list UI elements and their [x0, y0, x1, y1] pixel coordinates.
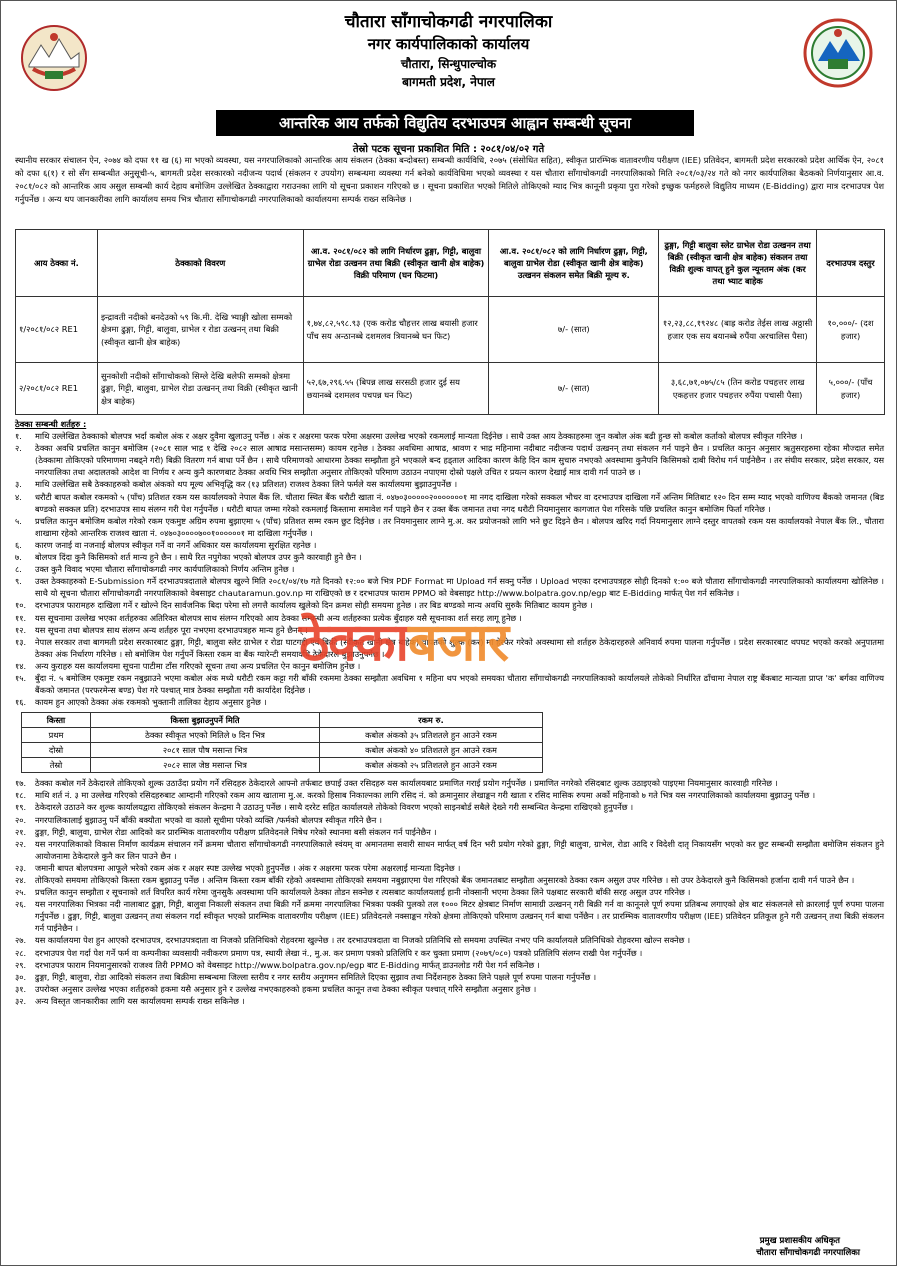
signature-block: [756, 1235, 860, 1259]
term-item: [15, 862, 884, 874]
term-item: [15, 442, 884, 478]
term-number: ३.: [15, 479, 22, 490]
header-minimum-amount: ढुङ्गा, गिट्टी बालुवा स्लेट ग्राभेल रोडा उत्खनन तथा बिक्री (स्वीकृत खानी क्षेत्र बाहेक) संकलन तथा विक्री शुल्क वापत् हुने कुल न्यूनतम अंक (कर तथा भ्याट बाहेक: [659, 230, 817, 297]
signatory-office: चौतारा साँगाचोकगढी नगरपालिका: [756, 1248, 860, 1258]
term-text: ढुङ्गा, गिट्टी, बालुवा, रोडा आदिको संकलन तथा बिक्रीमा सम्बन्धमा जिल्ला स्तरीय र नगर स्तरीय अनुगमन समितिले दिएका सुझाव तथा निर्देशनहरु ठेक्का लिने पक्षले पूर्ण रुपमा पालना गर्नुपर्नेछ ।: [35, 971, 597, 982]
term-text: यस कार्यालयमा पेश हुन आएको दरभाउपत्र, दरभाउपत्रदाता वा निजको प्रतिनिधिको रोहवरमा खुल्नेछ । तर दरभाउपत्रदाता वा निजको प्रतिनिधि सो समयमा उपस्थित नभए पनि कार्यालयले प्रतिनिधिको रोहवरमा खोल्न सक्नेछ ।: [35, 935, 691, 946]
term-text: धरौटी बापत कबोल रकमको ५ (पाँच) प्रतिशत रकम यस कार्यालयको नेपाल बैंक लि. चौतारा स्थित बैंक धरौटी खाता नं. ०४७०३०००००२०००००००१ मा नगद दाखिला गरेको सक्कल भौचर वा दरभाउपत्र दाखिला गर्ने अन्तिम मितिबाट १२० दिन सम्म म्याद भएको वाणिज्य बैंकको जमानत (बिड बण्डको सक्कल प्रति) दरभाउपत्र साथ संलग्न गरी पेश गर्नुपर्नेछ । धरौटी बापत जम्मा गरेको रकमलाई किस्तामा समावेश गर्न पाइने छैन र उक्त बैंक जमानत तथा नगद धरौटी नियमानुसार कागजात पेश गरिसके पछि प्रचलित कानुन बमोजिम फिर्ता गरिनेछ ।: [35, 491, 884, 514]
contract-description: सुनकोशी नदीको साँगाचोकको सिम्ले देखि बलेफी सम्मको क्षेत्रमा ढुङ्गा, गिट्टी, बालुवा, ग्राभेल रोडा उत्खनन् तथा विक्री (स्वीकृत खानी क्षेत्र बाहेक): [97, 363, 303, 415]
watermark-part2: बजार: [407, 613, 508, 673]
term-item: [15, 959, 884, 971]
installment-due: २०८२ साल जेष्ठ मसान्त भित्र: [91, 758, 320, 773]
signatory-role: प्रमुख प्रशासकीय अधिकृत: [759, 1236, 840, 1246]
letterhead: [1, 11, 896, 91]
term-number: ८.: [15, 564, 22, 575]
contract-table: [15, 229, 885, 415]
term-number: २९.: [15, 959, 27, 970]
term-item: [15, 874, 884, 886]
term-text: नेपाल सरकार तथा बागमती प्रदेश सरकारबाट ढुङ्गा, गिट्टी, बालुवा स्लेट ग्राभेल र रोडा घाटगद्दी एवं बिक्री (स्वीकृत खानी क्षेत्र बाहेक) वापतको शुल्क (कर) मा हेरफेर गरेको अवस्थामा सो शर्तहरु ठेकेदारहरुले अनिवार्य रुपमा पालना गर्नुपर्नेछ । प्रदेश सरकारबाट थपघट भएको करको अनुपातमा ठेक्का अंक निर्धारण गरिनेछ । सो बमोजिम पेश गर्नुपर्ने किस्ता रकम वा बैंक ग्यारेन्टी समयावधि ठेकेदारले बुझाउनुपर्नेछ ।: [35, 636, 884, 659]
term-text: माथि शर्त नं. ३ मा उल्लेख गरिएको रसिदहरुबाट आम्दानी गरिएको रकम आय खातामा मु.अ. करको हिसाब निकाल्नका लागि रसिद नं. को क्रमानुसार लेखाङ्कन गरी खाता र रसिद मासिक रुपमा अर्को महिनाको ७ गते भित्र यस नगरपालिकाको कार्यालयमा बुझाउनु पर्नेछ ।: [35, 790, 816, 801]
office-location: चौतारा, सिन्धुपाल्चोक: [400, 57, 497, 71]
term-number: ३१.: [15, 983, 27, 994]
term-number: ५.: [15, 515, 22, 526]
term-item: [15, 995, 884, 1007]
term-text: बुँदा नं. ५ बमोजिम एकमुष्ट रकम नबुझाउने भएमा कबोल अंक मध्ये धरौटी रकम कट्टा गरी बाँकी रकममा ठेक्का सम्झौता अवधिमा १ महिना थप भएको समयका चौतारा साँगाचोकगढी नगरपालिकाको कार्यालयले तोकेको निर्धारित ढाँचामा नेपाल राष्ट्र बैंकबाट मान्यता प्राप्त 'क' बर्गका वाणिज्य बैंकको जमानत (परफरमेन्स बण्ड) पेश गरे पश्चात् मात्र ठेक्का सम्झौता गरी कार्यादेश दिईनेछ ।: [35, 672, 884, 696]
term-number: ३२.: [15, 995, 27, 1006]
term-item: [15, 826, 884, 838]
term-number: १३.: [15, 636, 27, 647]
term-number: १८.: [15, 790, 27, 801]
term-item: [15, 563, 884, 575]
term-item: [15, 971, 884, 983]
header-due-date: किस्ता बुझाउनुपर्ने मिति: [91, 713, 320, 728]
term-number: २३.: [15, 862, 27, 873]
term-number: १४.: [15, 660, 27, 671]
contract-minimum-amount: १२,२३,८८,१९२४८ (बाह्र करोड तेईस लाख अठ्ठासी हजार एक सय बयानब्बे रुपैंया अरचालिस पैसा): [659, 297, 817, 363]
installment-header: [22, 713, 543, 728]
header-description: ठेक्काको विवरण: [97, 230, 303, 297]
contract-no: २/२०८१/०८२ RE1: [16, 363, 98, 415]
term-text: दरभाउपत्र फारामहरु दाखिला गर्ने र खोल्ने दिन सार्वजनिक बिदा परेमा सो लगत्तै कार्यालय खुलेको दिन क्रमश सोही समयमा हुनेछ । तर बिड बण्डको मान्य अवधि सुरुकै मितिबाट कायम हुनेछ ।: [35, 600, 593, 611]
term-item: [15, 886, 884, 898]
term-number: २४.: [15, 875, 27, 885]
term-number: १६.: [15, 697, 27, 708]
header-amount: रकम रु.: [320, 713, 543, 728]
term-item: [15, 575, 884, 599]
term-text: माथि उल्लेखित ठेक्काको बोलपत्र भर्दा कबोल अंक र अक्षर दुवैमा खुलाउनु पर्नेछ । अंक र अक्षरमा फरक परेमा अक्षरमा उल्लेख भएको रकमलाई मान्यता दिईनेछ । साथै उक्त आय ठेक्काहरुमा जुन कबोल अंक बढी हुन्छ सो कबोल कर्ताको बोलपत्र स्वीकृत गरिनेछ ।: [35, 431, 803, 442]
term-item: [15, 777, 884, 789]
publication-date: तेस्रो पटक सूचना प्रकाशित मिति : २०८१/०४/०२ गते: [352, 144, 545, 155]
term-number: १५.: [15, 672, 27, 683]
installment-amount: कबोल अंकको २५ प्रतिशतले हुन आउने रकम: [320, 758, 543, 773]
term-item: [15, 898, 884, 934]
term-number: ६.: [15, 539, 22, 550]
table-row: [16, 363, 885, 415]
term-text: नगरपालिकालाई बुझाउनु पर्ने बाँकी बक्यौता भएको वा कालो सूचीमा परेको व्यक्ति /फर्मको बोलपत्र स्वीकृत गरिने छैन ।: [35, 814, 382, 825]
term-text: बोलपत्र दिंदा कुनै किसिमको शर्त मान्य हुने छैन । साथै रित नपुगेका भएको बोलपत्र उपर कुनै कारवाही हुने छैन ।: [35, 552, 362, 563]
term-text: दरभाउपत्र पेश गर्दा पेश गर्ने फर्म वा कम्पनीका व्यवसायी नवीकरण प्रमाण पत्र, स्थायी लेखा नं., मु.अ. कर प्रमाण पत्रको प्रतिलिपि र कर चुक्ता प्रमाण (२०७९/०८०) पत्रको प्रतिलिपि संलग्न राखी पेश गर्नुपर्नेछ ।: [35, 947, 643, 958]
installment-name: प्रथम: [22, 728, 91, 743]
term-text: उक्त ठेक्काहरुको E-Submission गर्ने दरभाउपत्रदाताले बोलपत्र खुल्ने मिति २०८१/०४/१७ गते दिनको १२:०० बजे भित्र PDF Format मा Upload गर्न सक्नु पर्नेछ । Upload भएका दरभाउपत्रहरु सोही दिनको १:०० बजे चौतारा साँगाचोकगढी नगरपालिकाको कार्यालयमा खोलिनेछ । साथै यो सूचना चौतारा साँगाचोकगढी नगरपालिकाको वेबसाइट chautaramun.gov.np मा राखिएको छ र दरभाउपत्र फाराम PPMO को वेबसाइट http://www.bolpatra.gov.np/egp बाट E-Bidding मार्फत् पेश गर्न सकिनेछ ।: [35, 576, 884, 599]
term-item: [15, 551, 884, 563]
term-item: [15, 934, 884, 946]
table-row: [16, 297, 885, 363]
term-number: २१.: [15, 826, 27, 837]
term-number: २२.: [15, 838, 27, 849]
term-item: [15, 789, 884, 801]
term-text: उक्त कुनै विवाद भएमा चौतारा साँगाचोकगढी नगर कार्यपालिकाको निर्णय अन्तिम हुनेछ ।: [35, 564, 295, 575]
municipality-name: चौतारा साँगाचोकगढी नगरपालिका: [344, 12, 553, 32]
term-number: १०.: [15, 600, 27, 611]
watermark-part1: ठेक्का: [299, 613, 408, 673]
term-item: [15, 515, 884, 539]
term-number: ७.: [15, 552, 22, 563]
term-item: [15, 983, 884, 995]
term-text: ठेकेदारले उठाउने कर शुल्क कार्यालयद्वारा तोकिएको संकलन केन्द्रमा नै उठाउनु पर्नेछ । साथै दररेट सहित कार्यालयले तोकेको विवरण भएको साइनबोर्ड सबैले देख्ने गरी सम्बन्धित केन्द्रमा राखिएको हुनुपर्नेछ ।: [35, 802, 634, 813]
term-number: २५.: [15, 887, 27, 898]
terms-title: ठेक्का सम्बन्धी शर्तहरु :: [15, 419, 87, 429]
watermark-logo: [299, 605, 508, 676]
contract-quantity: १,७४,८२,५९८.९३ (एक करोड चौहत्तर लाख बयासी हजार पाँच सय अन्ठानब्बे दशमलव त्रियानब्बे घन फिट): [303, 297, 489, 363]
installment-name: दोस्रो: [22, 743, 91, 758]
header-contract-no: आय ठेक्का नं.: [16, 230, 98, 297]
term-number: २.: [15, 443, 22, 454]
term-text: यस सूचना तथा बोलपत्र साथ संलग्न अन्य शर्तहरु पूरा नभएमा दरभाउपत्रहरु मान्य हुने छैनन् ।: [35, 624, 308, 635]
term-text: ढुङ्गा, गिट्टी, बालुवा, ग्राभेल रोडा आदिको कर प्रारम्भिक वातावरणीय परीक्षण प्रतिवेदनले निषेध गरेको स्थानमा बसी संकलन गर्न पाईनेछैन ।: [35, 826, 437, 837]
installment-table: [21, 712, 543, 773]
term-text: माथि उल्लेखित सबै ठेक्काहरुको कबोल अंकको थप मूल्य अभिवृद्धि कर (१३ प्रतिशत) राजश्व ठेक्का लिने फर्मले यस कार्यालयमा बुझाउनुपर्नेछ ।: [35, 479, 458, 490]
term-text: यस सूचनामा उल्लेख भएका शर्तहरुका अतिरिक्त बोलपत्र साथ संलग्न गरिएको आय ठेक्का सम्बन्धी अन्य शर्तहरुका प्रत्येक बुँदाहरु यसै सूचनाका शर्त सरह लागू हुनेछ ।: [35, 612, 522, 623]
header-installment: किस्ता: [22, 713, 91, 728]
contract-bid-fee: १०,०००/- (दश हजार): [817, 297, 885, 363]
term-number: १७.: [15, 778, 27, 789]
table-row: [22, 743, 543, 758]
header-quantity: आ.व. २०८१/०८२ को लागि निर्धारण ढुङ्गा, गिट्टी, बालुवा ग्राभेल रोडा उत्खनन तथा बिक्री (स्वीकृत खानी क्षेत्र बाहेक) विक्री परिमाण (घन फिटमा): [303, 230, 489, 297]
term-text: प्रचलित कानुन बमोजिम कबोल गरेको रकम एकमुष्ट अग्रिम रुपमा बुझाएमा ५ (पाँच) प्रतिशत सम्म रकम छुट दिईनेछ । तर नियमानुसार लाग्ने मु.अ. कर प्रयोजनको लागि भने छुट दिइने छैन । बोलपत्र खरिद गर्दा नियमानुसार लाग्ने दस्तुर वापतको रकम यस कार्यालयको नेपाल बैंक लि., चौतारा शाखामा रहेको आन्तरिक राजश्व खाता नं. ०४७०३००००७००१००००००१ मा दाखिला गर्नुपर्नेछ ।: [35, 515, 884, 538]
term-number: ९.: [15, 576, 22, 587]
term-number: १.: [15, 431, 22, 442]
term-text: अन्य विस्तृत जानकारीका लागि यस कार्यालयमा सम्पर्क राख्न सकिनेछ ।: [35, 995, 245, 1006]
terms-list-continued: [15, 777, 884, 1007]
contract-quantity: ५२,६७,२९६.५५ (बिपन्न लाख सरसठी हजार दुई सय छयानब्बे दशमलव पचपन्न घन फिट): [303, 363, 489, 415]
installment-amount: कबोल अंकको ३५ प्रतिशतले हुन आउने रकम: [320, 728, 543, 743]
terms-section: [15, 418, 884, 1007]
term-text: उपरोक्त अनुसार उल्लेख भएका शर्तहरुको हकमा यसै अनुसार हुने र उल्लेख नभएकाहरुको हकमा प्रचलित कानून तथा ठेक्का स्वीकृत पश्चात् गरिने सम्झौता अनुसार हुनेछ ।: [35, 983, 537, 994]
term-text: तोकिएको समयमा तोकिएको किस्ता रकम बुझाउनु पर्नेछ । अन्तिम किस्ता रकम बाँकी रहेको अवस्थामा तोकिएको समयमा नबुझाएमा पेश गरिएको बैंक जमानतबाट सम्झौता अनुसारको ठेक्का रकम असुल उपर गरिनेछ । सो उपर ठेकेदारले कुनै किसिमको हर्जाना दावी गर्न पाउने छैन ।: [35, 875, 855, 885]
contract-description: इन्द्रावती नदीको बनदेउको ५९ कि.मी. देखि भ्याङ्गी खोला सम्मको क्षेत्रमा ढुङ्गा, गिट्टी, बालुवा, ग्राभेल र रोडा उत्खनन् तथा बिक्री (स्वीकृत खानी क्षेत्र बाहेक): [97, 297, 303, 363]
term-item: [15, 478, 884, 490]
term-item: [15, 947, 884, 959]
term-text: जमानी बापत बोलपत्रमा आफूले भरेको रकम अंक र अक्षर स्पष्ट उल्लेख भएको हुनुपर्नेछ । अंक र अक्षरमा फरक परेमा अक्षरलाई मान्यता दिइनेछ ।: [35, 862, 461, 873]
contract-price: ७/- (सात): [489, 363, 659, 415]
installment-name: तेस्रो: [22, 758, 91, 773]
term-number: २६.: [15, 899, 27, 910]
contract-table-header: [16, 230, 885, 297]
installment-due: २०८१ साल पौष मसान्त भित्र: [91, 743, 320, 758]
office-name: नगर कार्यपालिकाको कार्यालय: [367, 35, 530, 53]
notice-title: आन्तरिक आय तर्फको विद्युतिय दरभाउपत्र आह्वान सम्बन्धी सूचना: [216, 110, 694, 136]
contract-minimum-amount: ३,६८,७१,०७५/८५ (तिन करोड पचहत्तर लाख एकहत्तर हजार पचहत्तर रुपैंया पचासी पैसा): [659, 363, 817, 415]
contract-price: ७/- (सात): [489, 297, 659, 363]
header-bid-fee: दरभाउपत्र दस्तुर: [817, 230, 885, 297]
contract-no: १/२०८१/०८२ RE1: [16, 297, 98, 363]
contract-bid-fee: ५,०००/- (पाँच हजार): [817, 363, 885, 415]
term-text: यस नगरपालिकाको विकास निर्माण कार्यक्रम संचालन गर्ने क्रममा चौतारा साँगाचोकगढी नगरपालिकाले स्वंयम् वा अमानतमा सवारी साधन मार्फत् वर्ष दिन भरी प्रयोग गरेको ढुङ्गा, गिट्टी बालुवा, ग्राभेल, रोडा आदि र विदेशी दातृ निकायसँग भएको कर छुट सम्बन्धी सम्झौता बमोजिम संकलन हुने आयोजनामा ठेकेदारले कुनै कर लिन पाउने छैन ।: [35, 838, 884, 861]
intro-paragraph: स्थानीय सरकार संचालन ऐन, २०७४ को दफा ११ ख (६) मा भएको व्यवस्था, यस नगरपालिकाको आन्तरिक आय संकलन (ठेक्का बन्दोबस्त) सम्बन्धी कार्यविधि, २०७५ (संसोधित सहित), स्वीकृत प्रारम्भिक वातावरणीय परीक्षण (IEE) प्रतिवेदन, बागमती प्रदेश सरकारको प्रदेश आर्थिक ऐन, २०८१ को दफा ६(१) र सो सँग सम्बन्धीत अनुसूची-५, बागमती प्रदेश सरकारको नदीजन्य पदार्थ (संकलन र उपयोग) सम्बन्धमा व्यवस्था गर्न बनेको कार्यविधिमा भएको व्यवस्था र यस चौतारा साँगाचोकगढी नगरपालिकाको मिति २०८१/०३/२४ गते को नगर कार्यपालिका बैठकको निर्णयानुसार आ.व. २०८१/०८२ को आन्तरिक आय असुल सम्बन्धी कार्य देहाय बमोजिम उल्लेखित ठेक्काद्वारा गराउनका लागि यो सूचना प्रकाशन गरिएको छ । सूचना प्रकाशित भएको मितिले तोकिएको म्याद भित्र कानूनी प्रकृया पुरा गरेको इच्छुक फर्महरुले विद्युतिय माध्यम (E-Bidding) द्वारा मात्र दरभाउपत्र पेश गर्नुपर्नेछ । अन्य थप जानकारीका लागि कार्यालय समय भित्र चौतारा साँगाचोकगढी नगरपालिकाको कार्यालयमा सम्पर्क राख्न सकिनेछ ।: [15, 155, 884, 204]
table-row: [22, 728, 543, 743]
term-text: यस नगरपालिका भित्रका नदी नालाबाट ढुङ्गा, गिट्टी, बालुवा निकाली संकलन तथा बिक्री गर्ने क्रममा नगरपालिका भित्रका पक्की पुलको तल १००० मिटर क्षेत्रबाट निर्माण सामाग्री उत्खनन् गरी बिक्री गर्न वा कानूनले पूर्ण रुपमा प्रतिबन्ध लगाएको क्षेत्र बाट संकलनले सो क्रारलाई पूर्ण रुपमा पालना गर्नुपर्नेछ । ढुङ्गा, गिट्टी, बालुवा उत्खनन् तथा संकलन गर्दा स्वीकृत भएको प्रारम्भिक वातावरणीय परीक्षण (IEE) प्रतिवेदनले नक्साङ्कन गरेको क्षेत्रमा तोकिएको परिमाण उत्खनन् गर्न बाधा पर्नेछैन । तर प्रारम्भिक वातावरणीय परीक्षण (IEE) प्रतिवेदन प्रतिकूल हुने गरी उत्खनन् तथा बिक्री संकलन गर्न पाईनेछैन ।: [35, 899, 884, 934]
term-text: प्रचलित कानुन सम्झौता र सूचनाको शर्त विपरित कार्य गरेमा जुनसुकै अवस्थामा पनि कार्यालयले ठेक्का तोडन सक्नेछ र त्यसबाट कार्यालयलाई हानी नोक्सानी भएमा ठेक्का लिने पक्षबाट सरकारी बाँकी सरह असुल उपर गरिनेछ ।: [35, 887, 691, 898]
term-item: [15, 801, 884, 813]
term-text: ठेक्का कबोल गर्ने ठेकेदारले तोकिएको शुल्क उठाउँदा प्रयोग गर्ने रसिदहरु ठेकेदारले आफ्नो तर्फबाट छपाई उक्त रसिदहरु यस कार्यालयबाट प्रमाणित गराई प्रयोग गर्नुपर्नेछ । प्रमाणित नगरेको रसिदबाट शुल्क उठाइएको पाइएमा नियमानुसार कारवाही गरिनेछ ।: [35, 778, 778, 789]
term-item: [15, 491, 884, 515]
term-text: अन्य कुराहरु यस कार्यालयमा सूचना पाटीमा टाँस गरिएको सूचना तथा अन्य प्रचलित ऐन कानुन बमोजिम हुनेछ ।: [35, 660, 361, 671]
term-number: २७.: [15, 935, 27, 946]
term-item: [15, 814, 884, 826]
term-number: ४.: [15, 491, 22, 502]
province-name: बागमती प्रदेश, नेपाल: [402, 75, 495, 89]
table-row: [22, 758, 543, 773]
term-text: ठेक्का अवधि प्रचलित कानुन बमोजिम (२०८१ साल भाद्र १ देखि २०८२ साल आषाढ मसान्तसम्म) कायम रहनेछ । ठेक्का अवधिमा आषाढ, श्रावण र भाद्र महिनामा नदीबाट नदीजन्य पदार्थ उत्खनन् तथा संकलन गर्न पाइने छैन । प्रचलित कानुन अनुसार ऋतुसरहरुमा रहेका मौज्दात समेत (ठेक्कामा तोकिएको परिमाणमा नबढ्ने गरी) बिक्री वितरण गर्न बाधा पर्ने छैन । साथै परिमाणको आधारमा ठेक्का सम्झौता हुने भएकाले बन्द हड्ताल आदिका कारण केहि दिन काम सुचारु नभएको अवस्थामा कुनैपनि किसिमको दाबी विरोध गर्न पाईनेछैन । तर संघीय सरकार, प्रदेश सरकार, यस नगरपालिका तथा अदालतको आदेश वा निर्णय र अन्य कुनै कारणबाट ठेक्का अवधि भित्र सम्झौता अनुसार तोकिएको परिमाण उठाउन नपाएमा दोस्रो पक्षले उचित र प्रयत्न कारण देखाई मात्र दावी गर्न पाउने छ ।: [35, 443, 884, 478]
term-text: कायम हुन आएको ठेक्का अंक रकमको भुक्तानी तालिका देहाय अनुसार हुनेछ ।: [35, 697, 267, 708]
term-item: [15, 696, 884, 708]
term-item: [15, 430, 884, 442]
term-number: ११.: [15, 612, 27, 623]
term-text: कारण जनाई वा नजनाई बोलपत्र स्वीकृत गर्ने वा नगर्ने अधिकार यस कार्यालयमा सुरक्षित रहनेछ ।: [35, 539, 317, 550]
header-price: आ.व. २०८१/०८२ को लागि निर्धारण ढुङ्गा, गिट्टी, बालुवा ग्राभेल रोडा (स्वीकृत खानी क्षेत्र बाहेक) उत्खनन संकलन समेत बिक्री मूल्य रु.: [489, 230, 659, 297]
term-number: २०.: [15, 814, 27, 825]
term-number: २८.: [15, 947, 27, 958]
term-number: ३०.: [15, 971, 27, 982]
term-item: [15, 838, 884, 862]
term-item: [15, 539, 884, 551]
installment-amount: कबोल अंकको ४० प्रतिशतले हुन आउने रकम: [320, 743, 543, 758]
term-text: दरभाउपत्र फाराम नियमानुसारको राजश्व तिरी PPMO को वेबसाइट http://www.bolpatra.gov.np/egp बाट E-Bidding मार्फत् डाउनलोड गरी पेश गर्न सकिनेछ ।: [35, 959, 540, 970]
term-number: १९.: [15, 802, 27, 813]
installment-due: ठेक्का स्वीकृत भएको मितिले ७ दिन भित्र: [91, 728, 320, 743]
term-number: १२.: [15, 624, 27, 635]
